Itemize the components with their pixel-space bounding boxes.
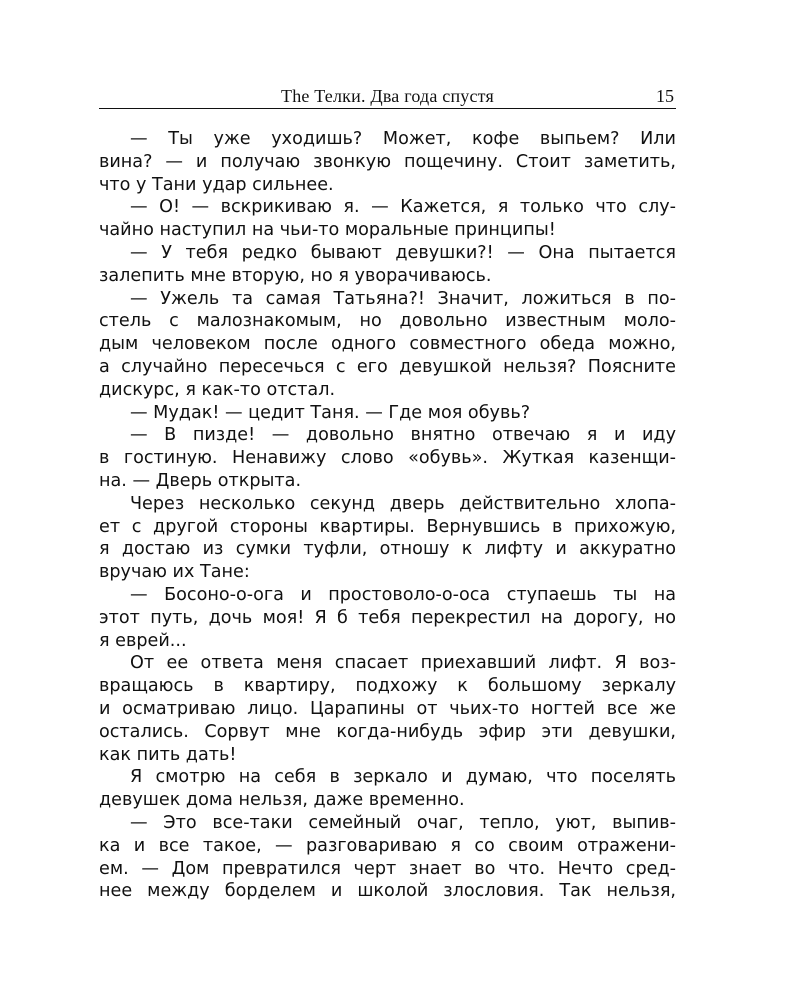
text-line: я еврей... <box>99 630 187 651</box>
text-line: ет с другой стороны квартиры. Вернувшись в прихожую, <box>99 516 676 537</box>
page-header <box>99 86 676 109</box>
text-line: как пить дать! <box>99 744 237 765</box>
text-line: — Ты уже уходишь? Может, кофе выпьем? Или <box>130 129 676 149</box>
text-line: Я смотрю на себя в зеркало и думаю, что поселять <box>130 767 676 788</box>
text-line: — О! — вскрикиваю я. — Кажется, я только что слу- <box>130 197 676 218</box>
text-line: Через несколько секунд дверь действительно хлопа- <box>130 493 676 514</box>
text-line: — Мудак! — цедит Таня. — Где моя обувь? <box>130 402 531 423</box>
text-line: стель с малознакомым, но довольно известным моло- <box>99 311 676 332</box>
text-line: в гостиную. Ненавижу слово «обувь». Жуткая казенщи- <box>99 448 676 469</box>
page-number: 15 <box>656 86 674 106</box>
body-text <box>99 128 676 903</box>
text-line: — Босоно-о-ога и простоволо-о-оса ступаешь ты на <box>130 584 676 605</box>
text-line: девушек дома нельзя, даже временно. <box>99 790 465 811</box>
text-line: вина? — и получаю звонкую пощечину. Стоит заметить, <box>99 151 676 172</box>
text-line: ка и все такое, — разговариваю я со своим отражени- <box>99 835 676 856</box>
text-line: вращаюсь в квартиру, подхожу к большому зеркалу <box>99 676 676 697</box>
text-line: и осматриваю лицо. Царапины от чьих-то ногтей все же <box>99 698 676 719</box>
text-line: — В пизде! — довольно внятно отвечаю я и иду <box>130 425 676 446</box>
text-line: чайно наступил на чьи-то моральные принципы! <box>99 220 556 241</box>
text-line: этот путь, дочь моя! Я б тебя перекрестил на дорогу, но <box>99 607 676 628</box>
text-line: на. — Дверь открыта. <box>99 470 302 491</box>
text-line: дым человеком после одного совместного обеда можно, <box>99 334 676 355</box>
text-line: вручаю их Тане: <box>99 562 250 583</box>
text-line: а случайно пересечься с его девушкой нельзя? Поясните <box>99 356 676 377</box>
text-line: От ее ответа меня спасает приехавший лифт. Я воз- <box>130 653 676 674</box>
running-title: The Телки. Два года спустя <box>281 86 494 106</box>
text-line: дискурс, я как-то отстал. <box>99 379 336 400</box>
text-line: — У тебя редко бывают девушки?! — Она пытается <box>130 242 676 263</box>
text-line: что у Тани удар сильнее. <box>99 174 334 195</box>
text-line: ем. — Дом превратился черт знает во что. Нечто сред- <box>99 858 676 879</box>
text-line: — Это все-таки семейный очаг, тепло, уют, выпив- <box>130 812 676 833</box>
text-line: я достаю из сумки туфли, отношу к лифту и аккуратно <box>99 539 676 560</box>
text-line: — Ужель та самая Татьяна?! Значит, ложиться в по- <box>130 288 676 309</box>
text-line: остались. Сорвут мне когда-нибудь эфир эти девушки, <box>99 721 676 742</box>
text-line: нее между борделем и школой злословия. Так нельзя, <box>99 881 676 902</box>
text-line: залепить мне вторую, но я уворачиваюсь. <box>99 265 492 286</box>
